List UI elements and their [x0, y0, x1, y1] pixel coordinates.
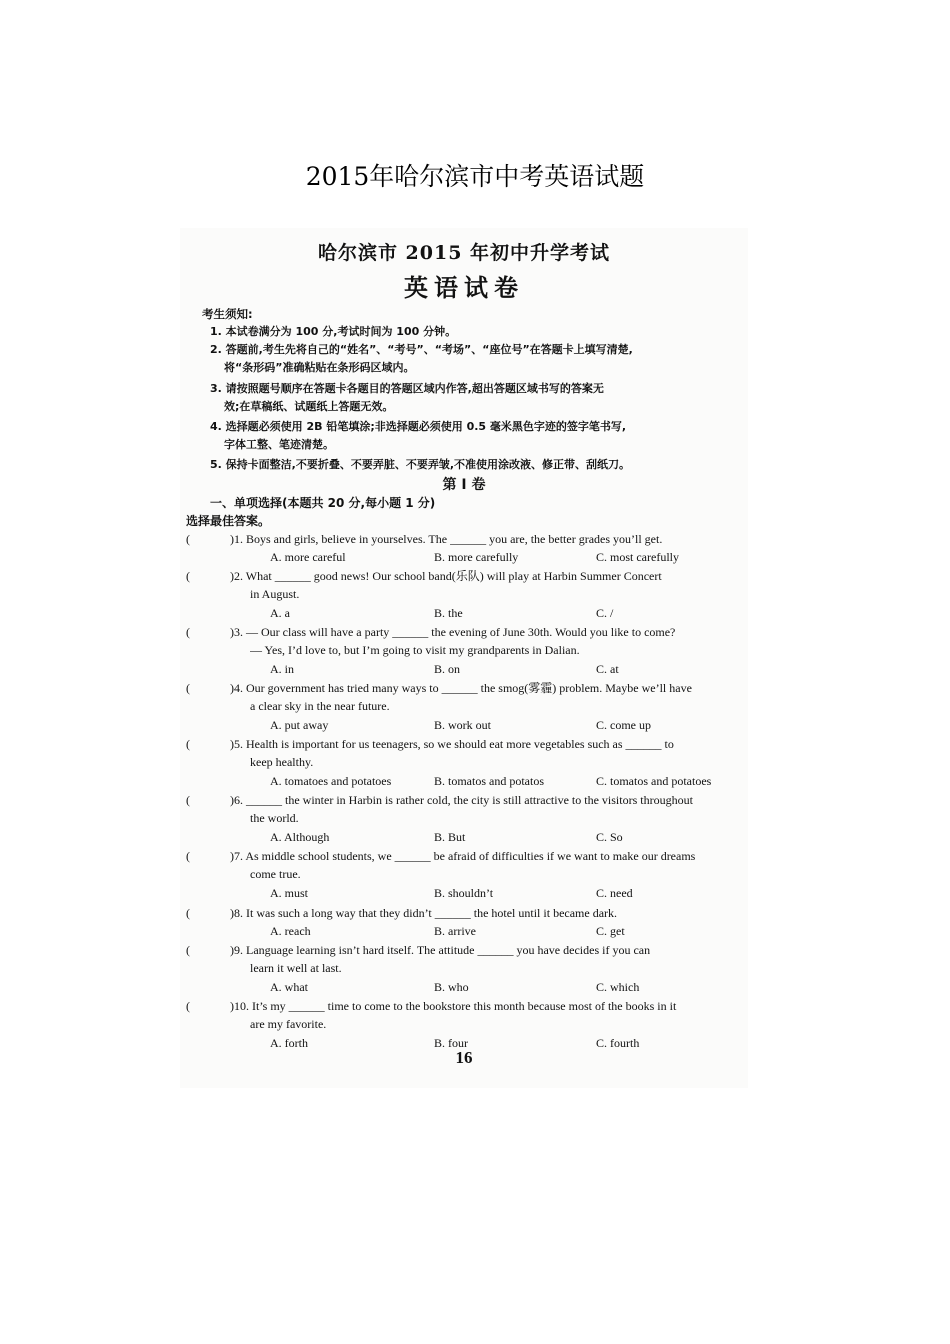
question-stem: )10. It’s my ______ time to come to the bookstore this month because most of the books in it [230, 999, 677, 1013]
options [270, 604, 740, 622]
instruction: 选择最佳答案。 [186, 514, 271, 528]
options [270, 716, 740, 734]
question-stem: )4. Our government has tried many ways to ______ the smog(雾霾) problem. Maybe we’ll have [230, 681, 692, 695]
option-c: C. fourth [596, 1036, 640, 1050]
option-b: B. who [434, 980, 469, 994]
page-number: 16 [455, 1048, 473, 1067]
option-b: B. shouldn’t [434, 886, 494, 900]
notice-item-3: 3. 请按照题号顺序在答题卡各题目的答题区域内作答,超出答题区域书写的答案无 效;在草稿纸、试题纸上答题无效。 [210, 382, 604, 413]
option-b: B. arrive [434, 924, 476, 938]
question-stem: )1. Boys and girls, believe in yourselves. The ______ you are, the better grades you’ll get. [230, 532, 663, 546]
option-c: C. / [596, 606, 614, 620]
option-c: C. So [596, 830, 623, 844]
options [270, 772, 740, 790]
option-b: B. on [434, 662, 461, 676]
question-stem: )9. Language learning isn’t hard itself. The attitude ______ you have decides if you can [230, 943, 651, 957]
option-b: B. work out [434, 718, 491, 732]
option-a: A. reach [270, 924, 311, 938]
question-stem: )6. ______ the winter in Harbin is rather cold, the city is still attractive to the visitors throughout [230, 793, 693, 807]
question-stem: )7. As middle school students, we ______ be afraid of difficulties if we want to make our dreams [230, 849, 696, 863]
notice-heading: 考生须知: [202, 307, 253, 321]
option-c: C. which [596, 980, 640, 994]
option-b: B. the [434, 606, 463, 620]
option-b: B. tomatos and potatos [434, 774, 544, 788]
question-stem-cont: keep healthy. [250, 755, 314, 769]
question-stem: )3. — Our class will have a party ______ the evening of June 30th. Would you like to come? [230, 625, 676, 639]
document-title: 2015年哈尔滨市中考英语试题 [305, 162, 645, 191]
option-a: A. tomatoes and potatoes [270, 774, 392, 788]
option-a: A. put away [270, 718, 329, 732]
options [270, 548, 740, 566]
exam-title-line1: 哈尔滨市 2015 年初中升学考试 [317, 242, 611, 264]
question-stem: )2. What ______ good news! Our school band(乐队) will play at Harbin Summer Concert [230, 569, 662, 583]
section-label: 一、单项选择(本题共 20 分,每小题 1 分) [210, 496, 436, 510]
option-a: A. forth [270, 1036, 308, 1050]
notice-item-1: 1. 本试卷满分为 100 分,考试时间为 100 分钟。 [210, 325, 457, 338]
answer-blank: ( [186, 999, 190, 1013]
option-a: A. what [270, 980, 308, 994]
option-a: A. more careful [270, 550, 346, 564]
option-a: A. a [270, 606, 290, 620]
option-a: A. Although [270, 830, 330, 844]
question-stem-cont: come true. [250, 867, 301, 881]
question-stem-cont: in August. [250, 587, 300, 601]
notice-item-5: 5. 保持卡面整洁,不要折叠、不要弄脏、不要弄皱,不准使用涂改液、修正带、刮纸刀。 [210, 458, 631, 471]
option-c: C. tomatos and potatoes [596, 774, 712, 788]
option-a: A. in [270, 662, 294, 676]
options [270, 978, 740, 996]
options [270, 922, 740, 940]
answer-blank: ( [186, 943, 190, 957]
exam-title-line2: 英语试卷 [404, 273, 524, 302]
answer-blank: ( [186, 569, 190, 583]
options [270, 884, 740, 902]
answer-blank: ( [186, 532, 190, 546]
option-b: B. But [434, 830, 466, 844]
question-stem: )5. Health is important for us teenagers, so we should eat more vegetables such as ______ to [230, 737, 674, 751]
answer-blank: ( [186, 793, 190, 807]
part-label: 第 I 卷 [442, 477, 486, 493]
answer-blank: ( [186, 737, 190, 751]
option-c: C. come up [596, 718, 651, 732]
answer-blank: ( [186, 625, 190, 639]
option-b: B. more carefully [434, 550, 519, 564]
question-stem: )8. It was such a long way that they didn’t ______ the hotel until it became dark. [230, 906, 618, 920]
question-stem-cont: are my favorite. [250, 1017, 327, 1031]
option-c: C. get [596, 924, 625, 938]
answer-blank: ( [186, 681, 190, 695]
answer-blank: ( [186, 906, 190, 920]
question-stem-cont: — Yes, I’d love to, but I’m going to visit my grandparents in Dalian. [250, 643, 580, 657]
question-stem-cont: a clear sky in the near future. [250, 699, 390, 713]
option-a: A. must [270, 886, 309, 900]
answer-blank: ( [186, 849, 190, 863]
options [270, 660, 740, 678]
question-stem-cont: learn it well at last. [250, 961, 342, 975]
option-b: B. four [434, 1036, 468, 1050]
question-stem-cont: the world. [250, 811, 299, 825]
option-c: C. need [596, 886, 633, 900]
option-c: C. at [596, 662, 619, 676]
notice-item-2: 2. 答题前,考生先将自己的“姓名”、“考号”、“考场”、“座位号”在答题卡上填写清楚, 将“条形码”准确粘贴在条形码区域内。 [210, 343, 633, 374]
notice-item-4: 4. 选择题必须使用 2B 铅笔填涂;非选择题必须使用 0.5 毫米黑色字迹的签字笔书写, 字体工整、笔迹清楚。 [210, 420, 627, 451]
scanned-exam-page [180, 228, 748, 1088]
options [270, 828, 740, 846]
option-c: C. most carefully [596, 550, 679, 564]
